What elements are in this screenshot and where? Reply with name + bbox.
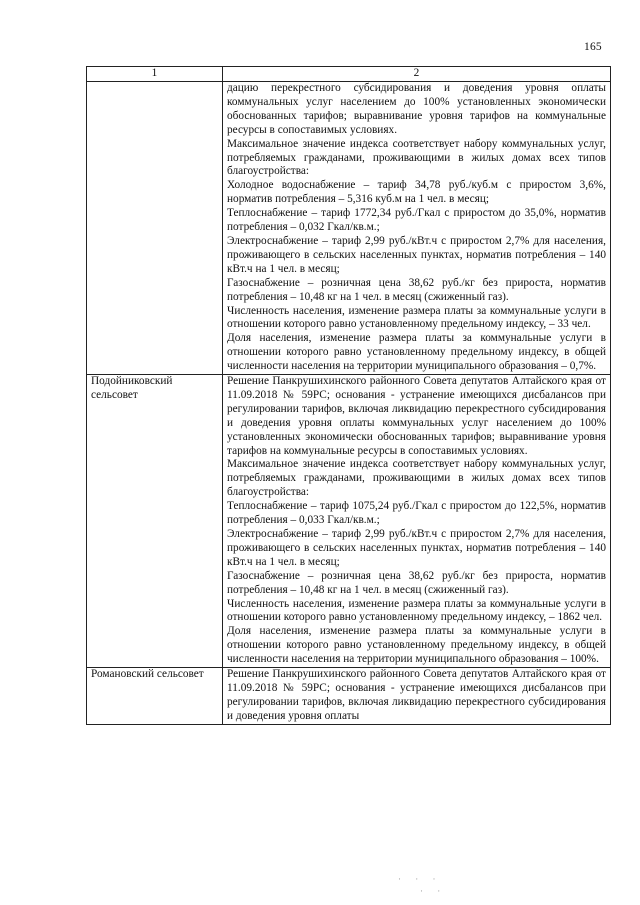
table-row bbox=[87, 668, 611, 725]
table-row bbox=[87, 82, 611, 375]
column-header: 2 bbox=[223, 67, 611, 82]
paragraph: Численность населения, изменение размера платы за коммунальные услуги в отношении которого равно установленному предельному индексу, – 1862 чел. bbox=[227, 597, 606, 624]
paragraph: дацию перекрестного субсидирования и доведения уровня оплаты коммунальных услуг населением до 100% установленных экономически обоснованных тарифов; выравнивание уровня тарифов на коммунальные ресурсы в сопоставимых условиях. bbox=[227, 82, 606, 136]
description-cell bbox=[223, 668, 611, 725]
paragraph: Решение Панкрушихинского районного Совета депутатов Алтайского края от 11.09.2018 № 59РС; основания - устранение имеющихся дисбалансов при регулировании тарифов, включая ликвидацию перекрестного субсидирования и доведения уровня оплаты bbox=[227, 668, 606, 722]
document-table bbox=[86, 66, 611, 725]
description-cell bbox=[223, 375, 611, 668]
paragraph: Электроснабжение – тариф 2,99 руб./кВт.ч с приростом 2,7% для населения, проживающего в сельских населенных пунктах, норматив потребления – 140 кВт.ч на 1 чел. в месяц; bbox=[227, 528, 606, 568]
municipality-name: Романовский сельсовет bbox=[87, 668, 223, 725]
table-row bbox=[87, 375, 611, 668]
paragraph: Теплоснабжение – тариф 1075,24 руб./Гкал с приростом до 122,5%, норматив потребления – 0,033 Гкал/кв.м.; bbox=[227, 500, 606, 527]
paragraph: Газоснабжение – розничная цена 38,62 руб./кг без прироста, норматив потребления – 10,48 кг на 1 чел. в месяц (сжиженный газ). bbox=[227, 569, 606, 596]
paragraph: Решение Панкрушихинского районного Совета депутатов Алтайского края от 11.09.2018 № 59РС; основания - устранение имеющихся дисбалансов при регулировании тарифов, включая ликвидацию перекрестного субсидирования и доведения уровня оплаты коммунальных услуг населением до 100% установленных экономически обоснованных тарифов; выравнивание уровня тарифов на коммунальные ресурсы в сопоставимых условиях. bbox=[227, 375, 606, 457]
municipality-name bbox=[87, 82, 223, 375]
paragraph: Максимальное значение индекса соответствует набору коммунальных услуг, потребляемых гражданами, проживающими в жилых домах всех типов благоустройства: bbox=[227, 137, 606, 178]
paragraph: Холодное водоснабжение – тариф 34,78 руб./куб.м с приростом 3,6%, норматив потребления – 5,316 куб.м на 1 чел. в месяц; bbox=[227, 179, 606, 206]
table-header-row bbox=[87, 67, 611, 82]
column-header: 1 bbox=[87, 67, 223, 82]
scan-speckle: · · · bbox=[398, 874, 442, 884]
paragraph: Электроснабжение – тариф 2,99 руб./кВт.ч с приростом 2,7% для населения, проживающего в сельских населенных пунктах, норматив потребления – 140 кВт.ч на 1 чел. в месяц; bbox=[227, 234, 606, 275]
municipality-name: Подойниковский сельсовет bbox=[87, 375, 223, 668]
paragraph: Доля населения, изменение размера платы за коммунальные услуги в отношении которого равно установленному предельному индексу, в общей численности населения на территории муниципального образования – 0,7%. bbox=[227, 332, 606, 373]
description-cell bbox=[223, 82, 611, 375]
scan-speckle: · · bbox=[420, 886, 447, 896]
paragraph: Доля населения, изменение размера платы за коммунальные услуги в отношении которого равно установленному предельному индексу, в общей численности населения на территории муниципального образования – 100%. bbox=[227, 625, 606, 666]
paragraph: Теплоснабжение – тариф 1772,34 руб./Гкал с приростом до 35,0%, норматив потребления – 0,032 Гкал/кв.м.; bbox=[227, 207, 606, 234]
paragraph: Численность населения, изменение размера платы за коммунальные услуги в отношении которого равно установленному предельному индексу, – 33 чел. bbox=[227, 304, 606, 331]
page-number: 165 bbox=[584, 41, 602, 53]
paragraph: Газоснабжение – розничная цена 38,62 руб./кг без прироста, норматив потребления – 10,48 кг на 1 чел. в месяц (сжиженный газ). bbox=[227, 276, 606, 303]
paragraph: Максимальное значение индекса соответствует набору коммунальных услуг, потребляемых гражданами, проживающими в жилых домах всех типов благоустройства: bbox=[227, 458, 606, 499]
